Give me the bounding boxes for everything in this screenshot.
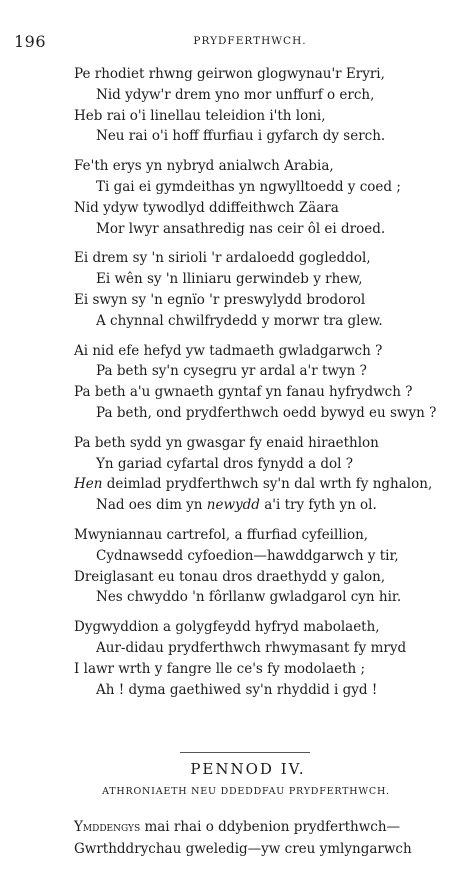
- poem: [74, 64, 459, 709]
- prose-opening-word: Ymddengys: [74, 819, 141, 835]
- poem-line: I lawr wrth y fangre lle ce's fy modolaeth ;: [74, 660, 366, 677]
- page-header: [14, 32, 456, 52]
- prose-line: [74, 816, 459, 838]
- poem-line: Neu rai o'i hoff ffurfiau i gyfarch dy serch.: [96, 128, 386, 145]
- poem-line: Mwyniannau cartrefol, a ffurfiad cyfeillion,: [74, 526, 369, 543]
- poem-line: [74, 495, 459, 516]
- poem-line: Dreiglasant eu tonau dros draethydd y galon,: [74, 568, 386, 585]
- page-number: 196: [14, 32, 47, 51]
- poem-line: Ai nid efe hefyd yw tadmaeth gwladgarwch ?: [74, 342, 383, 359]
- running-head: PRYDFERTHWCH.: [193, 35, 307, 47]
- poem-line: Ei drem sy 'n sirioli 'r ardaloedd gogleddol,: [74, 250, 371, 267]
- poem-line-text: Nad oes dim yn: [96, 497, 207, 514]
- poem-line: Pa beth a'u gwnaeth gyntaf yn fanau hyfrydwch ?: [74, 384, 413, 401]
- emphasized-word: Hen: [74, 476, 103, 493]
- emphasized-word: newydd: [206, 497, 260, 514]
- prose-line-1-text: mai rhai o ddybenion prydferthwch—: [140, 819, 401, 835]
- stanza: [74, 156, 459, 239]
- chapter-title: PENNOD IV.: [190, 760, 306, 778]
- poem-line: Ei wên sy 'n lliniaru gerwindeb y rhew,: [96, 271, 363, 288]
- poem-line: Pa beth, ond prydferthwch oedd bywyd eu swyn ?: [96, 404, 437, 421]
- poem-line: Pa beth sydd yn gwasgar fy enaid hiraethlon: [74, 434, 379, 451]
- section-divider: [180, 752, 310, 753]
- stanza: [74, 525, 459, 608]
- poem-line: Nid ydyw tywodlyd ddiffeithwch Zäara: [74, 199, 339, 216]
- stanza: [74, 433, 459, 516]
- poem-line: Pe rhodiet rhwng geirwon glogwynau'r Eryri,: [74, 66, 385, 82]
- poem-line: [74, 474, 459, 495]
- poem-line: Ei swyn sy 'n egnïo 'r preswylydd brodorol: [74, 291, 366, 308]
- poem-line: Nid ydyw'r drem yno mor unffurf o erch,: [96, 86, 375, 103]
- poem-line: Cydnawsedd cyfoedion—hawddgarwch y tir,: [96, 547, 399, 564]
- stanza: [74, 248, 459, 331]
- poem-line: Ti gai ei gymdeithas yn ngwylltoedd y coed ;: [96, 178, 401, 195]
- stanza: [74, 341, 459, 424]
- poem-line: Yn gariad cyfartal dros fynydd a dol ?: [96, 455, 354, 472]
- poem-line: Heb rai o'i linellau teleidion i'th loni,: [74, 107, 326, 124]
- prose-line: Gwrthddrychau gweledig—yw creu ymlyngarwch: [74, 841, 412, 857]
- chapter-subtitle: ATHRONIAETH NEU DDEDDFAU PRYDFERTHWCH.: [102, 786, 390, 797]
- prose-paragraph: [74, 816, 459, 860]
- stanza: [74, 64, 459, 147]
- poem-line: Fe'th erys yn nybryd anialwch Arabia,: [74, 158, 334, 175]
- poem-line: Mor lwyr ansathredig nas ceir ôl ei droed.: [96, 220, 386, 237]
- poem-line: Pa beth sy'n cysegru yr ardal a'r twyn ?: [96, 363, 367, 380]
- poem-line: Ah ! dyma gaethiwed sy'n rhyddid i gyd !: [96, 681, 378, 698]
- poem-line-text: a'i try fyth yn ol.: [259, 497, 377, 514]
- poem-line-text: deimlad prydferthwch sy'n dal wrth fy nghalon,: [102, 476, 433, 493]
- poem-line: A chynnal chwilfrydedd y morwr tra glew.: [96, 312, 383, 329]
- poem-line: Aur-didau prydferthwch rhwymasant fy mryd: [96, 639, 407, 656]
- poem-line: Dygwyddion a golygfeydd hyfryd mabolaeth,: [74, 619, 380, 636]
- poem-line: Nes chwyddo 'n fôrllanw gwladgarol cyn hir.: [96, 589, 402, 606]
- stanza: [74, 617, 459, 700]
